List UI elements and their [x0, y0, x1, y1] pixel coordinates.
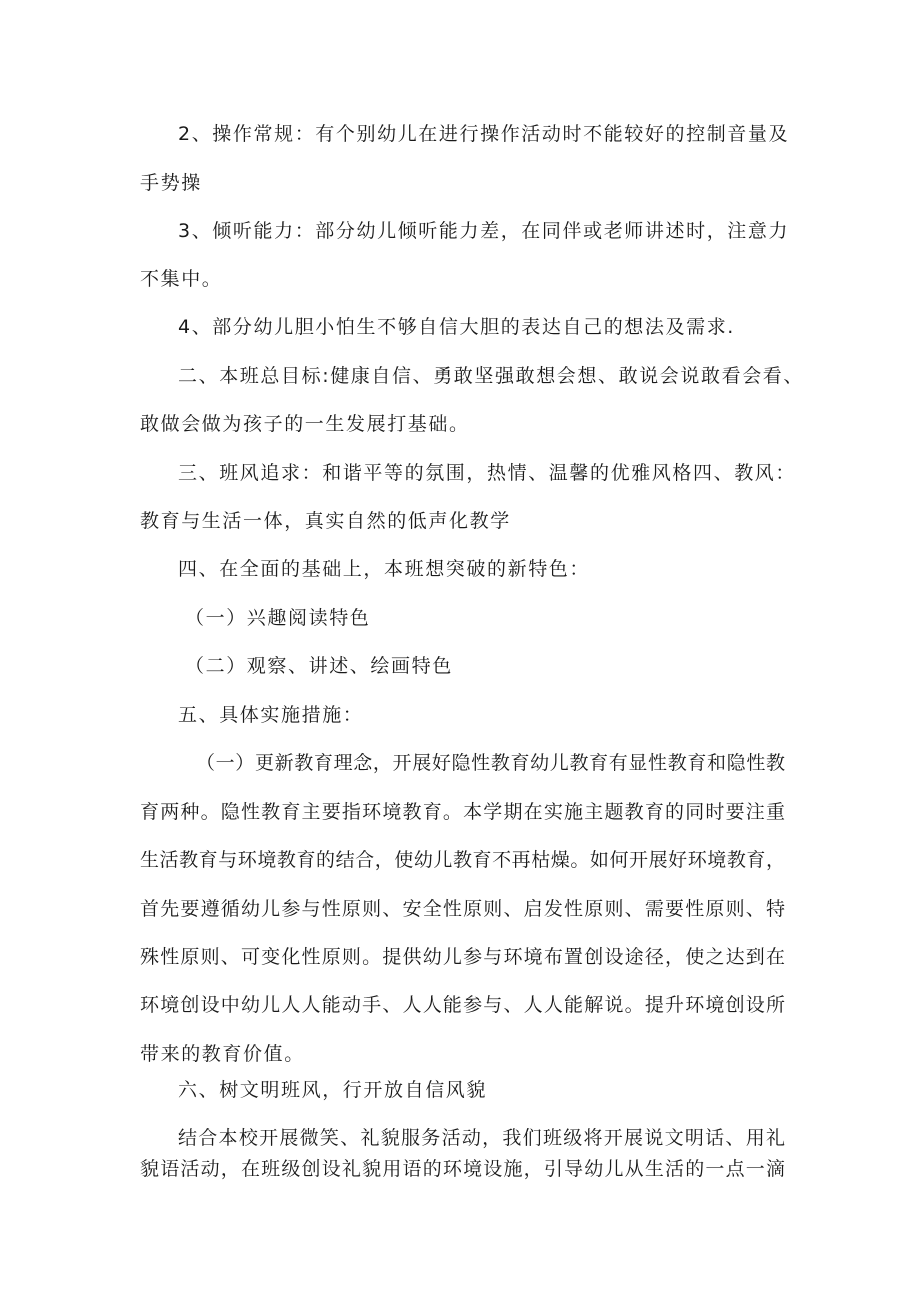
paragraph-operation-routine-line-1: 2、操作常规：有个别幼儿在进行操作活动时不能较好的控制音量及	[178, 123, 790, 145]
measure-paragraph-line-4: 首先要遵循幼儿参与性原则、安全性原则、启发性原则、需要性原则、特	[140, 898, 785, 920]
section-measures-heading: 五、具体实施措施：	[178, 704, 364, 726]
section-class-goal-line-2: 敢做会做为孩子的一生发展打基础。	[140, 413, 470, 435]
measure-paragraph-line-5: 殊性原则、可变化性原则。提供幼儿参与环境布置创设途径，使之达到在	[140, 946, 785, 968]
measure-paragraph-line-3: 生活教育与环境教育的结合，使幼儿教育不再枯燥。如何开展好环境教育，	[140, 849, 785, 871]
section-class-style-line-2: 教育与生活一体，真实自然的低声化教学	[140, 510, 511, 532]
feature-item-reading: （一）兴趣阅读特色	[185, 607, 371, 629]
section-class-style-line-1: 三、班风追求：和谐平等的氛围，热情、温馨的优雅风格四、教风：	[178, 462, 797, 484]
paragraph-shy-children: 4、部分幼儿胆小怕生不够自信大胆的表达自己的想法及需求.	[178, 316, 735, 338]
section-new-features-heading: 四、在全面的基础上，本班想突破的新特色：	[178, 558, 591, 580]
measure-paragraph-line-1: （一）更新教育理念，开展好隐性教育幼儿教育有显性教育和隐性教	[196, 752, 785, 774]
paragraph-operation-routine-line-2: 手势操	[140, 172, 202, 194]
section-class-goal-line-1: 二、本班总目标:健康自信、勇敢坚强敢想会想、敢说会说敢看会看、	[178, 365, 805, 387]
measure-paragraph-line-6: 环境创设中幼儿人人能动手、人人能参与、人人能解说。提升环境创设所	[140, 994, 785, 1016]
feature-item-observation: （二）观察、讲述、绘画特色	[185, 655, 453, 677]
section-civilized-class-heading: 六、树文明班风，行开放自信风貌	[178, 1079, 488, 1101]
paragraph-listening-line-2: 不集中。	[140, 268, 223, 290]
courtesy-paragraph-line-1: 结合本校开展微笑、礼貌服务活动，我们班级将开展说文明话、用礼	[178, 1127, 785, 1149]
measure-paragraph-line-2: 育两种。隐性教育主要指环境教育。本学期在实施主题教育的同时要注重	[140, 801, 785, 823]
paragraph-listening-line-1: 3、倾听能力：部分幼儿倾听能力差，在同伴或老师讲述时，注意力	[178, 220, 790, 242]
courtesy-paragraph-line-2: 貌语活动，在班级创设礼貌用语的环境设施，引导幼儿从生活的一点一滴	[140, 1158, 785, 1180]
measure-paragraph-line-7: 带来的教育价值。	[140, 1043, 305, 1065]
